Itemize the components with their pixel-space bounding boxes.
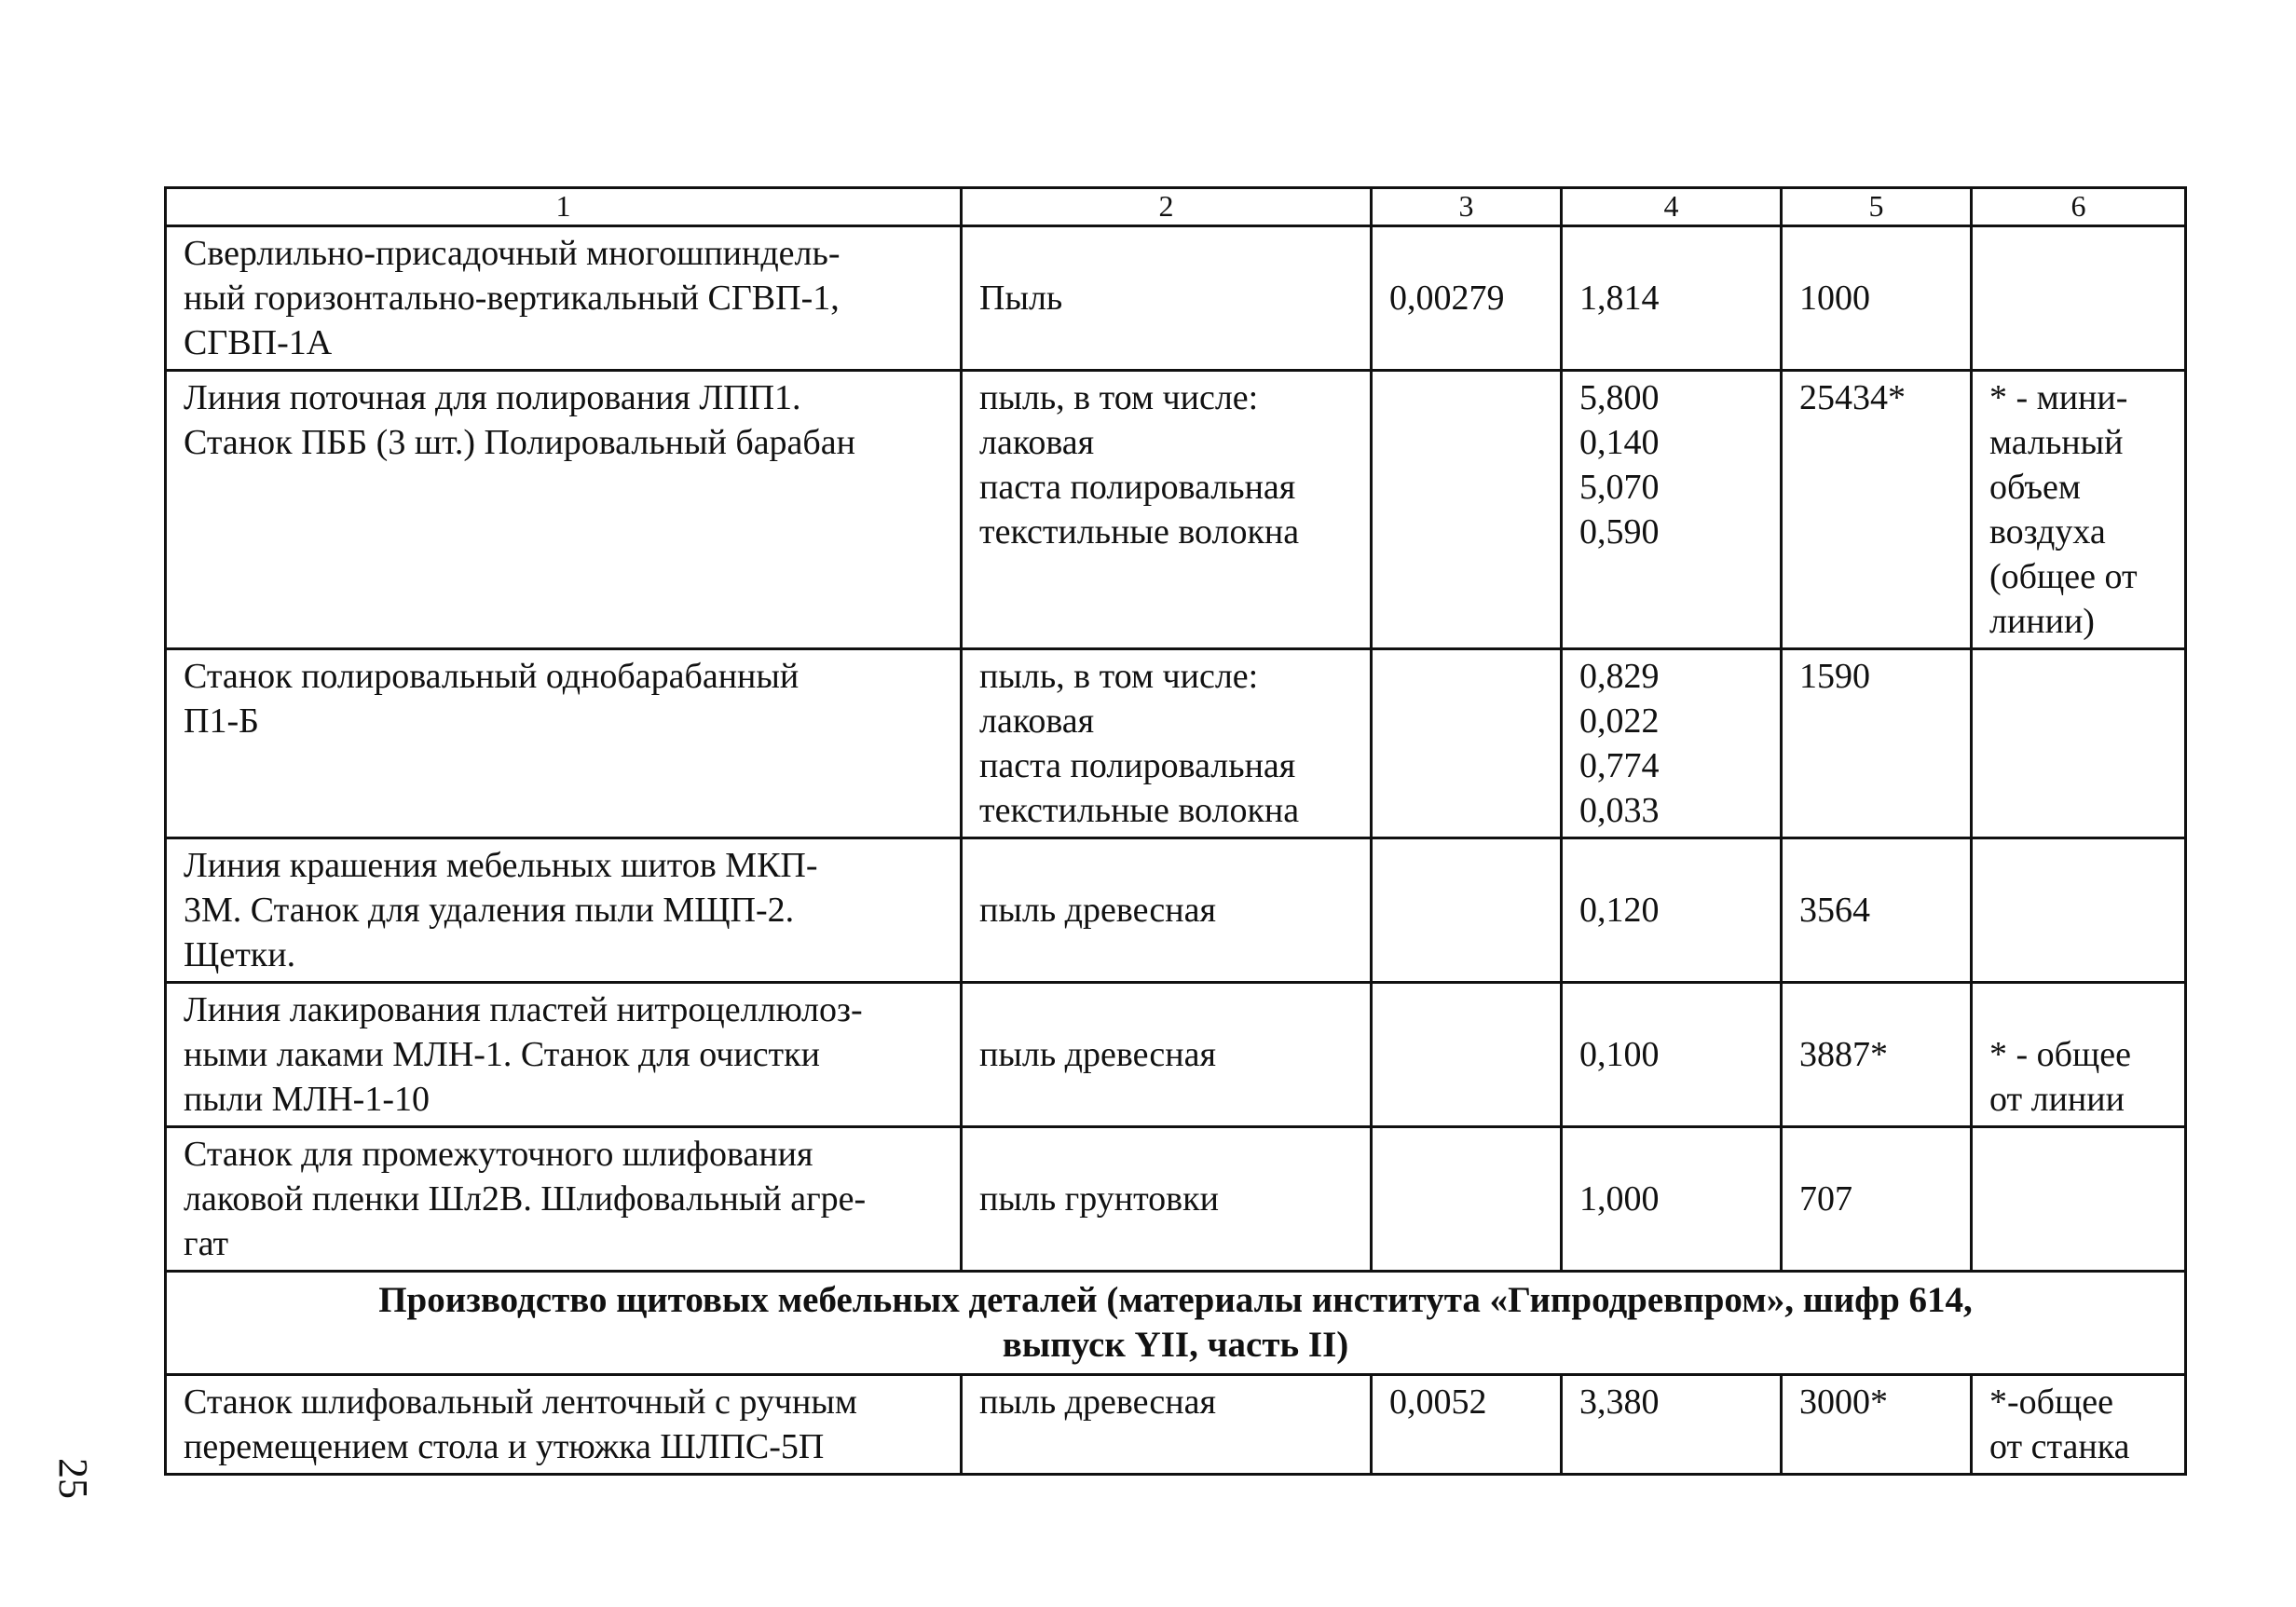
cell-line: от станка [1989,1427,2130,1466]
value-col4-cell [1562,226,1782,371]
cell-line: паста полировальная [979,468,1296,507]
section-title-line: Производство щитовых мебельных деталей (материалы института «Гипродревпром», шифр 614, [378,1280,1973,1320]
cell-line: текстильные волокна [979,791,1300,830]
cell-line: 0,0052 [1389,1382,1487,1422]
cell-line: 3,380 [1579,1382,1660,1422]
value-col3-cell [1372,371,1562,649]
equipment-cell [166,1375,962,1475]
column-header: 4 [1562,188,1782,226]
cell-line: пыль древесная [979,1382,1216,1422]
cell-line: Станок шлифовальный ленточный с ручным [184,1382,857,1422]
table-row [166,1375,2186,1475]
value-col5-cell [1782,838,1972,983]
value-col3-cell [1372,649,1562,838]
cell-line: Щетки. [184,935,296,974]
cell-line: от линии [1989,1080,2125,1119]
cell-line: пыль, в том числе: [979,657,1259,696]
cell-line: Пыль [979,279,1063,318]
section-title [166,1272,2186,1375]
value-col3-cell [1372,983,1562,1127]
cell-line: 0,120 [1579,891,1660,930]
table-row [166,983,2186,1127]
cell-line: перемещением стола и утюжка ШЛПС-5П [184,1427,825,1466]
cell-line: Линия лакирования пластей нитроцеллюлоз- [184,990,863,1029]
emissions-table [164,186,2187,1476]
value-col4-cell [1562,983,1782,1127]
cell-line: пыль древесная [979,1035,1216,1074]
cell-line: 0,140 [1579,423,1660,462]
cell-line: мальный [1989,423,2124,462]
cell-line: 0,100 [1579,1035,1660,1074]
equipment-cell [166,1127,962,1272]
cell-line: ными лаками МЛН-1. Станок для очистки [184,1035,820,1074]
cell-line: 5,800 [1579,378,1660,417]
pollutant-cell [962,1375,1372,1475]
cell-line: 1000 [1799,279,1870,318]
value-col5-cell [1782,1127,1972,1272]
cell-line: * - мини- [1989,378,2128,417]
value-col5-cell [1782,983,1972,1127]
column-header: 6 [1972,188,2186,226]
cell-line: 25434* [1799,378,1906,417]
page-number-text: 25 [50,1458,96,1499]
value-col4-cell [1562,1127,1782,1272]
column-header: 2 [962,188,1372,226]
value-col5-cell [1782,1375,1972,1475]
cell-line: 707 [1799,1179,1852,1219]
note-cell [1972,226,2186,371]
value-col3-cell [1372,226,1562,371]
section-title-line: выпуск YII, часть II) [1002,1325,1349,1365]
value-col4-cell [1562,649,1782,838]
cell-line: пыль древесная [979,891,1216,930]
cell-line: 1590 [1799,657,1870,696]
pollutant-cell [962,1127,1372,1272]
equipment-cell [166,371,962,649]
value-col3-cell [1372,838,1562,983]
note-cell [1972,983,2186,1127]
cell-line: пыль грунтовки [979,1179,1219,1219]
cell-line: *-общее [1989,1382,2113,1422]
cell-line: пыль, в том числе: [979,378,1259,417]
cell-line: объем [1989,468,2081,507]
cell-line: линии) [1989,602,2095,641]
cell-line: Станок полировальный однобарабанный [184,657,800,696]
page-number [50,1458,97,1532]
pollutant-cell [962,226,1372,371]
note-cell [1972,1127,2186,1272]
value-col4-cell [1562,371,1782,649]
cell-line: лаковая [979,701,1095,741]
cell-line: текстильные волокна [979,512,1300,552]
cell-line: лаковой пленки Шл2В. Шлифовальный агре- [184,1179,867,1219]
cell-line: (общее от [1989,557,2138,596]
value-col3-cell [1372,1375,1562,1475]
cell-line: пыли МЛН-1-10 [184,1080,430,1119]
cell-line: Линия поточная для полирования ЛПП1. [184,378,801,417]
table-row [166,371,2186,649]
equipment-cell [166,226,962,371]
note-cell [1972,649,2186,838]
cell-line: П1-Б [184,701,259,741]
value-col4-cell [1562,838,1782,983]
cell-line: 0,00279 [1389,279,1505,318]
value-col5-cell [1782,371,1972,649]
cell-line: воздуха [1989,512,2106,552]
column-header: 1 [166,188,962,226]
cell-line: паста полировальная [979,746,1296,785]
cell-line: 0,022 [1579,701,1660,741]
value-col5-cell [1782,649,1972,838]
value-col4-cell [1562,1375,1782,1475]
cell-line: * - общее [1989,1035,2131,1074]
cell-line: 3887* [1799,1035,1888,1074]
value-col5-cell [1782,226,1972,371]
equipment-cell [166,649,962,838]
equipment-cell [166,983,962,1127]
note-cell [1972,1375,2186,1475]
cell-line: Линия крашения мебельных шитов МКП- [184,846,818,885]
note-cell [1972,838,2186,983]
cell-line: 3564 [1799,891,1870,930]
column-header: 5 [1782,188,1972,226]
cell-line: 1,000 [1579,1179,1660,1219]
cell-line: Станок ПББ (3 шт.) Полировальный барабан [184,423,855,462]
cell-line: СГВП-1А [184,323,333,362]
cell-line: Сверлильно-присадочный многошпиндель- [184,234,840,273]
pollutant-cell [962,649,1372,838]
cell-line: 0,829 [1579,657,1660,696]
column-number-row [166,188,2186,226]
cell-line: 3000* [1799,1382,1888,1422]
cell-line: гат [184,1224,229,1263]
table-row [166,1127,2186,1272]
pollutant-cell [962,838,1372,983]
table-row [166,649,2186,838]
pollutant-cell [962,983,1372,1127]
table-row [166,838,2186,983]
table-row [166,226,2186,371]
cell-line: 0,033 [1579,791,1660,830]
cell-line: 0,590 [1579,512,1660,552]
pollutant-cell [962,371,1372,649]
note-cell [1972,371,2186,649]
cell-line: 5,070 [1579,468,1660,507]
cell-line: 0,774 [1579,746,1660,785]
cell-line: Станок для промежуточного шлифования [184,1135,813,1174]
value-col3-cell [1372,1127,1562,1272]
column-header: 3 [1372,188,1562,226]
cell-line: 3М. Станок для удаления пыли МЩП-2. [184,891,795,930]
cell-line: 1,814 [1579,279,1660,318]
cell-line: лаковая [979,423,1095,462]
section-header-row [166,1272,2186,1375]
equipment-cell [166,838,962,983]
cell-line: ный горизонтально-вертикальный СГВП-1, [184,279,840,318]
